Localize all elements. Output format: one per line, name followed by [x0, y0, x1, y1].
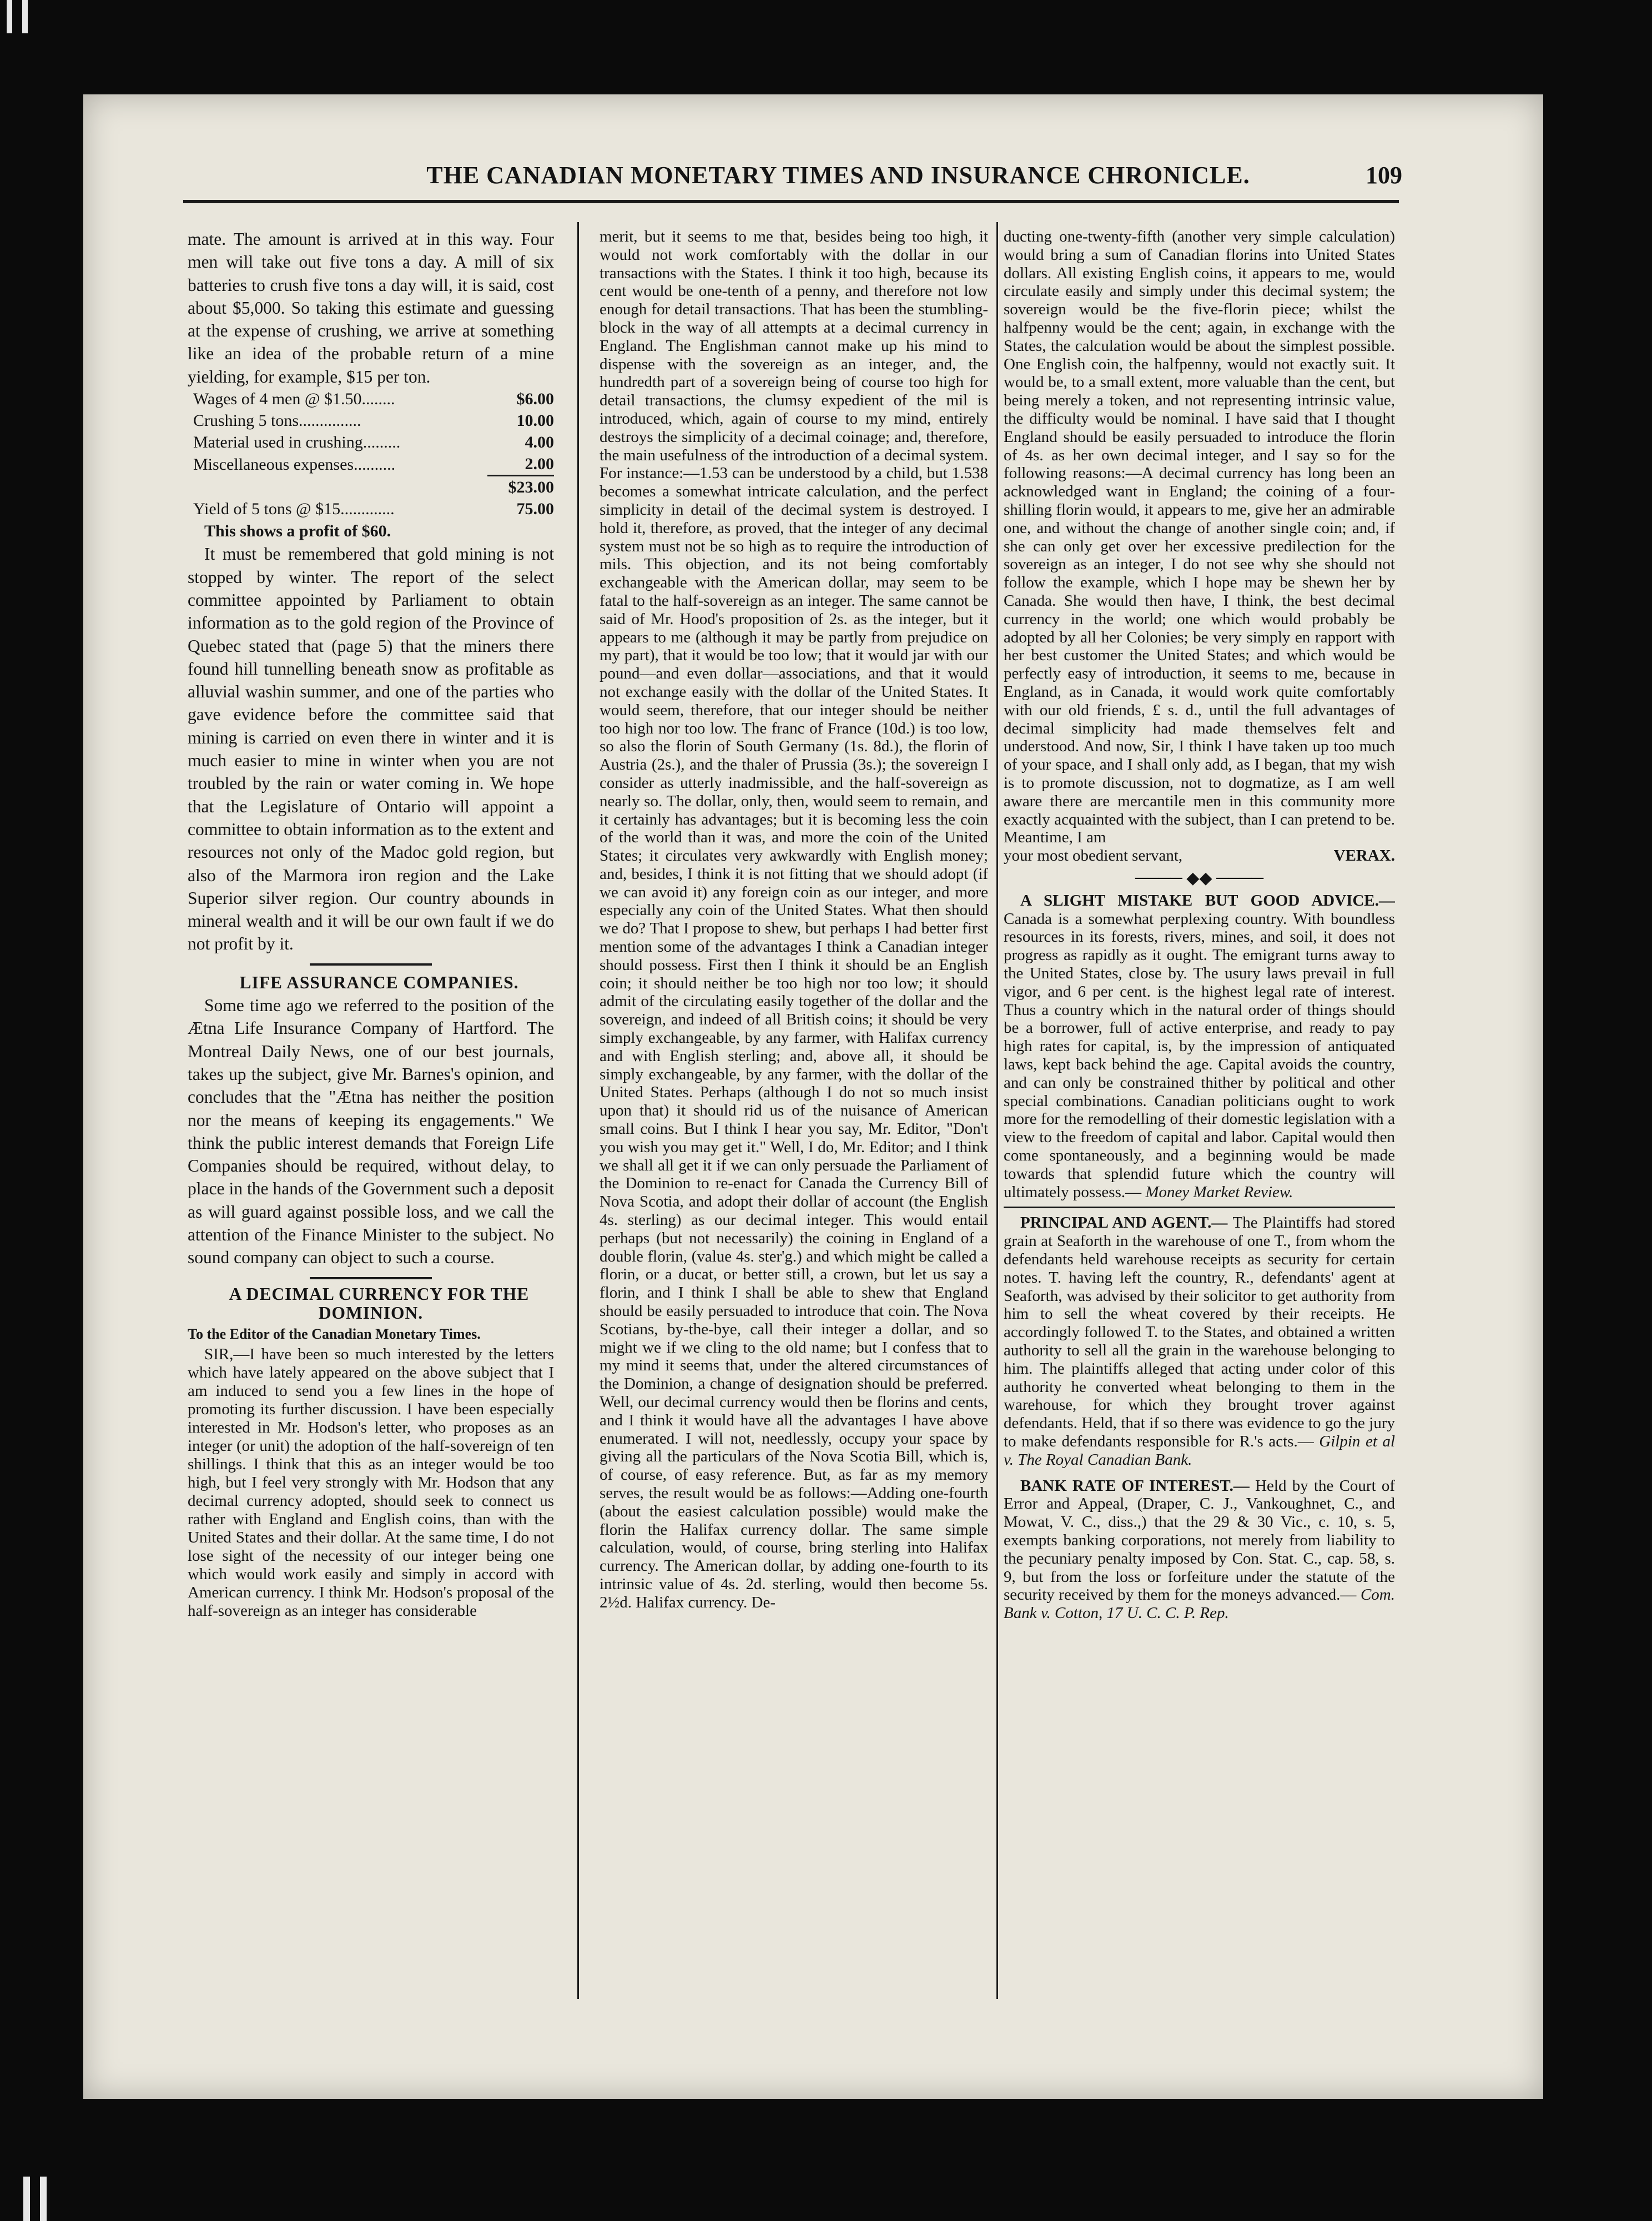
ornament-divider: ──── ◆◆ ──── — [1135, 868, 1264, 887]
table-row — [188, 453, 554, 476]
page-header-title: THE CANADIAN MONETARY TIMES AND INSURANCE CHRONICLE. — [426, 162, 1250, 189]
section-rule — [1004, 1207, 1395, 1208]
column-divider-2 — [996, 222, 998, 1999]
table-row-total — [188, 476, 554, 499]
column-1 — [188, 228, 554, 2021]
cost-label: Crushing 5 tons............... — [193, 411, 361, 430]
section-rule — [310, 963, 432, 966]
profit-line: This shows a profit of $60. — [204, 522, 391, 541]
yield-label: Yield of 5 tons @ $15............. — [193, 500, 395, 519]
page-number: 109 — [1366, 162, 1402, 189]
cost-amount: 10.00 — [516, 411, 554, 430]
slight-mistake-body: Canada is a somewhat perplexing country. With boundless resources in its forests, rivers, mines, and soil, it does not progress as rapidly as it ought. The emigrant turns away to the United States, close by. The usury laws prevail in full vigor, and 6 per cent. is the highest legal rate of interest. Thus a country which in the natural order of things should be a borrower, full of active enterprise, and ready to pay high rates for capital, is, by the impression of antiquated laws, kept back behind the age. Capital avoids the country, and can only be constrained thither by political and other special combinations. Canadian politicians ought to work more for the remodelling of their domestic legislation with a view to the freedom of capital and labor. Capital would then come spontaneously, and a beginning would be made towards that splendid future which the country will ultimately possess.— — [1004, 909, 1395, 1201]
life-assurance-heading: LIFE ASSURANCE COMPANIES. — [239, 972, 519, 992]
bank-rate-source: Com. Bank v. Cotton, 17 U. C. C. P. Rep. — [1004, 1586, 1395, 1622]
principal-agent-heading: PRINCIPAL AND AGENT.— — [1020, 1214, 1228, 1232]
life-assurance-paragraph: Some time ago we referred to the position of the Ætna Life Insurance Company of Hartford. The Montreal Daily News, one of our best journals, takes up the subject, give Mr. Barnes's opinion, and concludes that the "Ætna has neither the position nor the means of keeping its engagements." We think the public interest demands that Foreign Life Companies should be required, without delay, to place in the hands of the Government such a deposit as will guard against possible loss, and we call the attention of the Finance Minister to the subject. No sound company can object to such a course. — [188, 996, 554, 1268]
slight-mistake-heading: A SLIGHT MISTAKE BUT GOOD ADVICE.— — [1020, 891, 1395, 909]
principal-agent-body: The Plaintiffs had stored grain at Seaforth in the warehouse of one T., from whom the defendants held warehouse receipts as security for certain notes. T. having left the country, R., defendants' agent at Seaforth, was advised by their solicitor to get authority from him to sell the wheat covered by their receipts. He accordingly followed T. to the States, and obtained a written authority to sell all the grain in the warehouse belonging to him. The plaintiffs alleged that acting under color of this authority he converted wheat belonging to them in the warehouse, for which they brought trover against defendants. Held, that if so there was evidence to go the jury to make defendants responsible for R.'s acts.— — [1004, 1214, 1395, 1450]
decimal-currency-subtitle: To the Editor of the Canadian Monetary Times. — [188, 1325, 481, 1342]
decimal-currency-paragraph: SIR,—I have been so much interested by the letters which have lately appeared on the above subject that I am induced to send you a few lines in the hope of promoting its further discussion. I have been especially interested in Mr. Hodson's letter, who proposes as an integer (or unit) the adoption of the half-sovereign of ten shillings. I think that this as an integer would be too high, but I feel very strongly with Mr. Hodson that any decimal currency adopted, should seek to connect us rather with England and English coins, than with the United States and their dollar. At the same time, I do not lose sight of the necessity of our integer being one which would work easily and simply in accord with American currency. I think Mr. Hodson's proposal of the half-sovereign as an integer has considerable — [188, 1345, 554, 1620]
header-rule — [183, 200, 1399, 203]
decimal-currency-continued: merit, but it seems to me that, besides being too high, it would not work comfortably with the dollar in our transactions with the States. I think it too high, because its cent would be one-tenth of a penny, and therefore not low enough for detail transactions. That has been the stumbling-block in the way of all attempts at a decimal currency in England. The Englishman cannot make up his mind to dispense with the sovereign as an integer, and, the hundredth part of a sovereign being of course too high for detail transactions, the clumsy expedient of the mil is introduced, which, again of course to my mind, entirely destroys the simplicity of a decimal coinage; and, therefore, the main usefulness of the introduction of a decimal system. For instance:—1.53 can be understood by a child, but 1.538 becomes a somewhat intricate calculation, and the perfect simplicity in detail of the decimal system is destroyed. I hold it, therefore, as proved, that the integer of any decimal system must not be so high as to require the introduction of mils. This objection, and its not being comfortably exchangeable with the American dollar, may seem to be fatal to the half-sovereign as an integer. The same cannot be said of Mr. Hood's proposition of 2s. as the integer, but it appears to me (although it may be partly from prejudice on my part), that it would be too low; that it would jar with our pound—and even dollar—associations, and that it would not exchange easily with the dollar of the United States. It would seem, therefore, that our integer should be neither too high nor too low. The franc of France (10d.) is too low, so also the florin of South Germany (1s. 8d.), the florin of Austria (2s.), and the thaler of Prussia (3s.); the sovereign I consider as utterly inadmissible, and the half-sovereign as nearly so. The dollar, only, then, would seem to remain, and it certainly has advantages; but it is becoming less the coin of the world than it was, and more the coin of the United States; it circulates very awkwardly with English money; and, besides, I think it is not fitting that we should adopt (if we can avoid it) any foreign coin as our integer, and more especially any coin of the United States. What then should we do? That I propose to shew, but perhaps I had better first mention some of the advantages I think a Canadian integer should possess. First then I think it should be an English coin; it should neither be too high nor too low; it should admit of the circulating easily together of the dollar and the sovereign, and indeed of all British coins; it should be very simply exchangeable, by any farmer, with Halifax currency and with English sterling; and, above all, it should be simply exchangeable, by any farmer, with the dollar of the United States. Perhaps (although I do not so much insist upon that) it should rid us of the nuisance of American small coins. But I think I hear you say, Mr. Editor, "Don't you wish you may get it." Well, I do, Mr. Editor; and I think we shall all get it if we can only persuade the Parliament of the Dominion to re-enact for Canada the Currency Bill of Nova Scotia, and adopt their dollar of account (the English 4s. sterling) as our decimal integer. This would entail perhaps (but not necessarily) the coining in England of a double florin, (value 4s. ster'g.) and which might be called a florin, or a ducat, or better still, a crown, but let us say a florin, and I think I shall be able to shew that England should be easily persuaded to introduce that coin. The Nova Scotians, by-the-bye, call their integer a dollar, and so might we if we cling to the old name; but I confess that to my mind it seems that, under the altered circumstances of the Dominion, a change of designation should be preferred. Well, our decimal currency would then be florins and cents, and I think it would have all the advantages I have above enumerated. I will not, needlessly, occupy your space by giving all the particulars of the Nova Scotia Bill, which is, of course, of easy reference. But, as far as my memory serves, the result would be as follows:—Adding one-fourth (about the easiest calculation possible) would make the florin the Halifax currency dollar. The same simple calculation, would, of course, bring sterling into Halifax currency. The American dollar, by adding one-fourth to its intrinsic value of 4s. 2d. sterling, would then become 5s. 2½d. Halifax currency. De- — [600, 228, 988, 1611]
table-row — [188, 388, 554, 410]
cost-amount: $6.00 — [516, 390, 554, 409]
bank-rate-paragraph — [1004, 1477, 1395, 1622]
bank-rate-heading: BANK RATE OF INTEREST.— — [1020, 1476, 1250, 1495]
decimal-currency-conclusion: ducting one-twenty-fifth (another very simple calculation) would bring a sum of Canadian florins into United States dollars. All existing English coins, it appears to me, would circulate easily and simply under this decimal system; the sovereign would be the five-florin piece; whilst the halfpenny would be the cent; again, in exchange with the States, the calculation would be about the simplest possible. One English coin, the halfpenny, would not exactly suit. It would be, to a small extent, more valuable than the cent, but being merely a token, and not representing intrinsic value, the difficulty would be nominal. I have said that I thought England should be easily persuaded to introduce the florin of 4s. as her own decimal integer, and I say so for the following reasons:—A decimal currency has long been an acknowledged want in England; the coining of a four-shilling florin would, it appears to me, give her an admirable one, and without the change of another single coin; and, if she can only get over her excessive predilection for the sovereign as an integer, I do not see why she should not follow the example, which I hope may be shewn her by Canada. She would then have, I think, the best decimal currency in the world; one which would probably be adopted by all her Colonies; be very simply en rapport with her best customer the United States; and which would be perfectly easy of introduction, it seems to me, because in England, as in Canada, it would work quite comfortably with our old friends, £ s. d., until the full advantages of decimal simplicity had made themselves felt and understood. And now, Sir, I think I have taken up too much of your space, and I shall only add, as I began, that my wish is to promote discussion, not to dogmatize, as I am well aware there are mercantile men in this community more exactly acquainted with the subject, than I can pretend to be. Meantime, I am — [1004, 228, 1395, 847]
slight-mistake-source: Money Market Review. — [1145, 1183, 1293, 1201]
scan-mark-top-left-2 — [22, 0, 28, 33]
principal-agent-source: Gilpin et al v. The Royal Canadian Bank. — [1004, 1433, 1395, 1469]
letter-closing — [1004, 847, 1395, 865]
scan-mark-top-left-1 — [7, 0, 12, 33]
letter-signature: VERAX. — [1333, 847, 1395, 865]
mining-cost-table — [188, 388, 554, 520]
slight-mistake-paragraph — [1004, 892, 1395, 1202]
letter-closing-text: your most obedient servant, — [1004, 847, 1183, 865]
section-rule — [310, 1277, 432, 1279]
bank-rate-body: Held by the Court of Error and Appeal, (Draper, C. J., Vankoughnet, C., and Mowat, V. C., diss.,) that the 29 & 30 Vic., c. 10, s. 5, exempts banking corporations, not merely from liability to the pecuniary penalty imposed by Con. Stat. C., cap. 58, s. 9, but from the loss or forfeiture under the statute of the security received by them for the moneys advanced.— — [1004, 1476, 1395, 1604]
cost-label: Miscellaneous expenses.......... — [193, 455, 396, 474]
cost-amount: 2.00 — [525, 455, 554, 474]
gold-mining-paragraph: It must be remembered that gold mining is not stopped by winter. The report of the select committee appointed by Parliament to obtain information as to the gold region of the Province of Quebec stated that (page 5) that the miners there found hill tunnelling beneath snow as profitable as alluvial washin summer, and one of the parties who gave evidence before the committee said that mining is carried on even there in winter and it is much easier to mine in winter when you are not troubled by the rain or water coming in. We hope that the Legislature of Ontario will appoint a committee to obtain information as to the extent and resources not only of the Madoc gold region, but also of the Marmora iron region and the Lake Superior silver region. Our country abounds in mineral wealth and it will be our own fault if we do not profit by it. — [188, 544, 554, 954]
principal-agent-paragraph — [1004, 1214, 1395, 1469]
table-row — [188, 431, 554, 453]
decimal-currency-heading: A DECIMAL CURRENCY FOR THE DOMINION. — [229, 1284, 530, 1323]
cost-amount: 4.00 — [525, 433, 554, 452]
scan-mark-bottom-left-2 — [40, 2177, 47, 2221]
cost-label: Material used in crushing......... — [193, 433, 401, 452]
column-3 — [1004, 228, 1395, 2021]
mining-intro-paragraph: mate. The amount is arrived at in this way. Four men will take out five tons a day. A mill of six batteries to crush five tons a day will, it is said, cost about $5,000. So taking this estimate and guessing at the expense of crushing, we arrive at something like an idea of the probable return of a mine yielding, for example, $15 per ton. — [188, 229, 554, 386]
column-divider-1 — [577, 222, 579, 1999]
column-2 — [600, 228, 988, 2021]
cost-label: Wages of 4 men @ $1.50........ — [193, 390, 395, 409]
table-row — [188, 410, 554, 431]
table-row-yield — [188, 498, 554, 520]
yield-amount: 75.00 — [516, 500, 554, 519]
cost-total: $23.00 — [487, 476, 554, 499]
scan-mark-bottom-left-1 — [23, 2177, 30, 2221]
